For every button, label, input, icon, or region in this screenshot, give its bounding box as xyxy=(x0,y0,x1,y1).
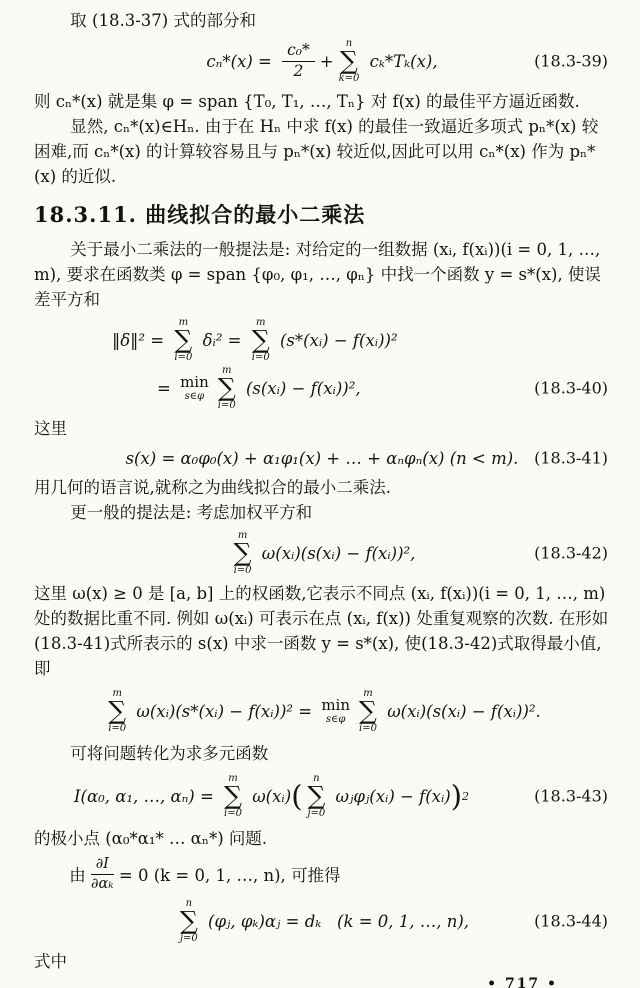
formula-18-3-41 xyxy=(34,445,610,471)
math-body: (s(xᵢ) − f(xᵢ))², xyxy=(240,378,361,398)
paragraph-min-point: 的极小点 (α₀*α₁* … αₙ*) 问题. xyxy=(34,829,268,848)
left-parenthesis: ( xyxy=(291,779,303,813)
paragraph-general-statement: 关于最小二乘法的一般提法是: 对给定的一组数据 (xᵢ, f(xᵢ))(i = 0, 1, …, m), 要求在函数类 φ = span {φ₀, φ₁, …, φₙ} 中找一个函数 y = s*(x), 使误差平方和 xyxy=(34,240,601,309)
equation-number: (18.3-39) xyxy=(534,51,608,71)
sigma-icon: ∑ xyxy=(340,46,358,76)
sigma-icon: ∑ xyxy=(217,373,236,403)
sigma-icon: ∑ xyxy=(359,696,377,726)
equation-number: (18.3-43) xyxy=(534,786,608,806)
fraction-numerator: ∂I xyxy=(91,856,114,875)
summation-symbol xyxy=(339,38,360,84)
summation-symbol xyxy=(234,530,252,576)
sum-upper-limit: m xyxy=(363,688,373,700)
paragraph-general-weighted: 更一般的提法是: 考虑加权平方和 xyxy=(70,503,313,522)
summation-symbol xyxy=(218,365,236,411)
sum-lower-limit: i=0 xyxy=(233,564,252,576)
math-body: ω(xᵢ)(s(xᵢ) − f(xᵢ))². xyxy=(381,701,541,721)
formula-body xyxy=(112,317,398,363)
math-body: (s*(xᵢ) − f(xᵢ))² xyxy=(274,330,398,350)
math-equals: = xyxy=(157,378,177,398)
partial-derivative-fraction xyxy=(91,856,114,892)
math-inner: ωⱼφⱼ(xᵢ) − f(xᵢ) xyxy=(330,786,451,806)
equation-number: (18.3-42) xyxy=(534,543,608,563)
sigma-icon: ∑ xyxy=(251,325,270,355)
page-number: • 717 • xyxy=(487,976,558,988)
paragraph-obvious: 显然, cₙ*(x)∈Hₙ. 由于在 Hₙ 中求 f(x) 的最佳一致逼近多项式 pₙ*(x) 较困难,而 cₙ*(x) 的计算较容易且与 pₙ*(x) 较近似,因此可以用 cₙ*(x) 作为 pₙ*(x) 的近似. xyxy=(34,117,599,186)
min-word: min xyxy=(321,696,350,715)
formula-18-3-40-line2 xyxy=(157,364,610,412)
sum-upper-limit: n xyxy=(345,38,353,50)
section-heading: 18.3.11. 曲线拟合的最小二乘法 xyxy=(34,202,366,227)
paragraph-derivative xyxy=(34,856,610,892)
equation-number: (18.3-40) xyxy=(534,378,608,398)
formula-body xyxy=(206,38,437,84)
paragraph-take-partial-sum: 取 (18.3-37) 式的部分和 xyxy=(70,11,256,30)
formula-body xyxy=(103,688,541,734)
math-body: cₖ*Tₖ(x), xyxy=(364,51,438,71)
exponent: 2 xyxy=(461,789,469,803)
math-lhs: I(α₀, α₁, …, αₙ) = xyxy=(74,786,220,806)
sum-lower-limit: i=0 xyxy=(359,722,377,734)
sum-lower-limit: i=0 xyxy=(251,351,270,363)
summation-symbol xyxy=(224,773,242,819)
fraction-denominator: ∂αₖ xyxy=(91,875,114,892)
sum-upper-limit: n xyxy=(313,773,320,785)
sigma-icon: ∑ xyxy=(307,781,326,811)
math-lhs: ‖δ‖² = xyxy=(112,330,170,350)
summation-symbol xyxy=(307,773,325,819)
sum-upper-limit: m xyxy=(256,317,266,329)
sum-upper-limit: m xyxy=(228,773,238,785)
summation-symbol xyxy=(180,898,198,944)
formula-18-3-40-line1 xyxy=(112,316,610,364)
min-subscript: s∈φ xyxy=(325,713,346,725)
formula-18-3-44 xyxy=(34,897,610,945)
equation-number: (18.3-41) xyxy=(534,448,608,468)
math-body: ω(xᵢ)(s(xᵢ) − f(xᵢ))², xyxy=(256,543,416,563)
formula-18-3-39 xyxy=(34,37,610,85)
fraction-denominator: 2 xyxy=(293,61,304,80)
sum-lower-limit: j=0 xyxy=(307,807,326,819)
formula-body xyxy=(157,365,361,411)
math-mid: ω(xᵢ) xyxy=(246,786,292,806)
math-body: (φⱼ, φₖ)αⱼ = dₖ (k = 0, 1, …, n), xyxy=(202,911,470,931)
math-mid: δᵢ² = xyxy=(197,330,247,350)
formula-18-3-42 xyxy=(34,529,610,577)
formula-weighted-min xyxy=(34,687,610,735)
fraction xyxy=(282,42,315,81)
sum-lower-limit: i=0 xyxy=(108,722,127,734)
sigma-icon: ∑ xyxy=(224,781,242,811)
math-lhs: cₙ*(x) = xyxy=(206,51,278,71)
formula-body xyxy=(175,898,469,944)
paragraph-transform: 可将问题转化为求多元函数 xyxy=(70,744,269,763)
summation-symbol xyxy=(252,317,270,363)
paragraph-weight-function: 这里 ω(x) ≥ 0 是 [a, b] 上的权函数,它表示不同点 (xᵢ, f(xᵢ))(i = 0, 1, …, m) 处的数据比重不同. 例如 ω(xᵢ) 可表示在点 (xᵢ, f(x)) 处重复观察的次数. 在形如(18.3-41)式所表示的 s(x) 中求一函数 y = s*(x), 使(18.3-42)式取得最小值,即 xyxy=(34,584,609,678)
sum-lower-limit: k=0 xyxy=(338,72,360,84)
sum-lower-limit: i=0 xyxy=(217,399,236,411)
sum-upper-limit: m xyxy=(222,365,232,377)
math-operator: + xyxy=(319,51,334,71)
sigma-icon: ∑ xyxy=(108,696,127,726)
min-word: min xyxy=(180,373,209,392)
label-here: 这里 xyxy=(34,419,67,438)
math-body: ω(xᵢ)(s*(xᵢ) − f(xᵢ))² = xyxy=(131,701,318,721)
sigma-icon: ∑ xyxy=(233,538,252,568)
paragraph-geometry: 用几何的语言说,就称之为曲线拟合的最小二乘法. xyxy=(34,478,391,497)
summation-symbol xyxy=(359,688,377,734)
equation-number: (18.3-44) xyxy=(534,911,608,931)
sigma-icon: ∑ xyxy=(174,325,193,355)
sum-upper-limit: m xyxy=(112,688,122,700)
summation-symbol xyxy=(108,688,126,734)
sum-upper-limit: m xyxy=(178,317,189,329)
sum-lower-limit: i=0 xyxy=(224,807,242,819)
summation-symbol xyxy=(174,317,192,363)
paragraph-then: 则 cₙ*(x) 就是集 φ = span {T₀, T₁, …, Tₙ} 对 f(x) 的最佳平方逼近函数. xyxy=(34,92,580,111)
text-pre: 由 xyxy=(69,866,86,886)
sum-lower-limit: j=0 xyxy=(179,933,198,945)
right-parenthesis: ) xyxy=(450,779,462,813)
fraction-numerator: c₀* xyxy=(282,42,315,62)
formula-body xyxy=(74,773,469,819)
sum-upper-limit: m xyxy=(237,530,248,542)
sum-lower-limit: i=0 xyxy=(174,351,193,363)
text-post: = 0 (k = 0, 1, …, n), 可推得 xyxy=(118,866,341,886)
formula-18-3-43 xyxy=(74,770,610,822)
min-operator xyxy=(180,374,209,402)
min-subscript: s∈φ xyxy=(184,390,205,402)
formula-body xyxy=(229,530,416,576)
sigma-icon: ∑ xyxy=(179,906,198,936)
sum-upper-limit: n xyxy=(185,898,193,910)
min-operator xyxy=(321,697,350,725)
formula-body: s(x) = α₀φ₀(x) + α₁φ₁(x) + … + αₙφₙ(x) (n < m). xyxy=(125,448,519,468)
paragraph-where: 式中 xyxy=(34,952,67,972)
